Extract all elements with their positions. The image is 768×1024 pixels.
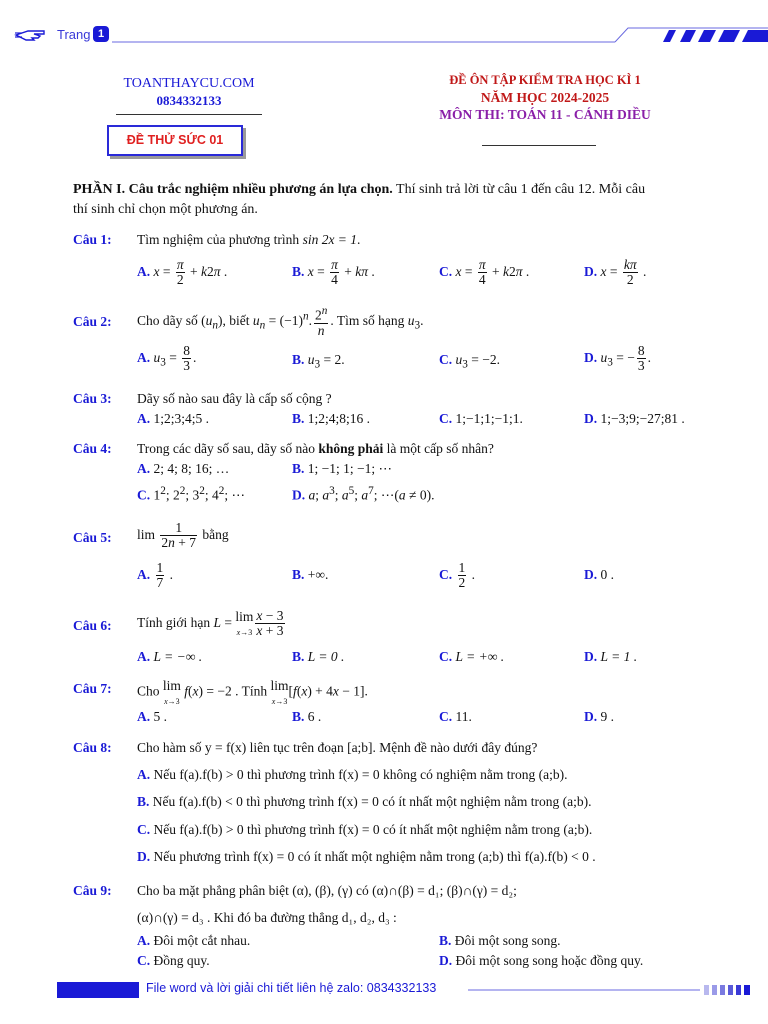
q9-option-c[interactable]: C. Đồng quy. [137, 953, 210, 968]
q9-label: Câu 9: [73, 883, 112, 898]
q5-option-d[interactable]: D. 0 . [584, 567, 614, 582]
q9-text-line2: (α)∩(γ) = d₃ . Khi đó ba đường thẳng d₁, d₂, d₃ : [137, 910, 397, 925]
q3-option-a[interactable]: A. 1;2;3;4;5 . [137, 411, 210, 426]
q6-label: Câu 6: [73, 618, 112, 633]
q1-text: Tìm nghiệm của phương trình sin 2x = 1. [137, 232, 361, 247]
q3-option-d[interactable]: D. 1;−3;9;−27;81 . [584, 411, 685, 426]
q5-option-c[interactable]: C. $\frac{1}{2}$ . [439, 560, 475, 591]
q7-option-a[interactable]: A. 5 . [137, 709, 167, 724]
q8-option-a[interactable]: A. Nếu f(a).f(b) > 0 thì phương trình f(x) = 0 không có nghiệm nằm trong (a;b). [137, 767, 568, 782]
q7-option-b[interactable]: B. 6 . [292, 709, 322, 724]
q9-option-a[interactable]: A. Đôi một cắt nhau. [137, 933, 251, 948]
q1-option-c[interactable]: C. x = $\frac{\pi}{4}$ + k2π . [439, 257, 530, 288]
q1-label: Câu 1: [73, 232, 112, 247]
q7-option-c[interactable]: C. 11. [439, 709, 472, 724]
subject-line: MÔN THI: TOÁN 11 - CÁNH DIỀU [439, 107, 651, 122]
q5-option-a[interactable]: A. $\frac{1}{7}$ . [137, 560, 173, 591]
q4-option-c[interactable]: C. $1^2$; $2^2$; $3^2$; $4^2$; ⋯ [137, 485, 246, 503]
q4-option-a[interactable]: A. 2; 4; 8; 16; … [137, 461, 230, 476]
right-divider [482, 145, 596, 146]
q2-option-b[interactable]: B. $u_3 = 2$. [292, 352, 345, 371]
left-divider [116, 114, 262, 115]
part1-line2: thí sinh chỉ chọn một phương án. [73, 202, 258, 217]
q8-option-d[interactable]: D. Nếu phương trình f(x) = 0 có ít nhất một nghiệm nằm trong (a;b) thì f(a).f(b) < 0 . [137, 849, 596, 864]
footer-contact: File word và lời giải chi tiết liên hệ zalo: 0834332133 [146, 981, 437, 995]
q7-option-d[interactable]: D. 9 . [584, 709, 614, 724]
site-name: TOANTHAYCU.COM [123, 76, 255, 91]
q9-option-d[interactable]: D. Đôi một song song hoặc đồng quy. [439, 953, 644, 968]
exam-title: ĐỀ ÔN TẬP KIỂM TRA HỌC KÌ 1 [449, 73, 641, 87]
q6-option-b[interactable]: B. L = 0 . [292, 649, 345, 664]
q3-label: Câu 3: [73, 391, 112, 406]
q3-option-c[interactable]: C. 1;−1;1;−1;1. [439, 411, 523, 426]
header-rule [0, 24, 768, 50]
q9-text: Cho ba mặt phẳng phân biệt (α), (β), (γ) có (α)∩(β) = d₁; (β)∩(γ) = d₂; [137, 883, 517, 898]
q1-option-b[interactable]: B. x = $\frac{\pi}{4}$ + kπ . [292, 257, 375, 288]
q1-option-a[interactable]: A. x = $\frac{\pi}{2}$ + k2π . [137, 257, 228, 288]
q5-option-b[interactable]: B. +∞. [292, 567, 329, 582]
q2-option-d[interactable]: D. $u_3$ = − $\frac{8}{3}$ . [584, 343, 651, 374]
q2-label: Câu 2: [73, 314, 112, 329]
q2-option-a[interactable]: A. $u_3$ = $\frac{8}{3}$ . [137, 343, 197, 374]
test-title: ĐỀ THỬ SỨC 01 [126, 133, 224, 147]
page-label: Trang [57, 27, 91, 42]
q8-option-b[interactable]: B. Nếu f(a).f(b) < 0 thì phương trình f(x) = 0 có ít nhất một nghiệm nằm trong (a;b). [137, 794, 592, 809]
q8-label: Câu 8: [73, 740, 112, 755]
phone-number: 0834332133 [156, 93, 222, 108]
q9-option-b[interactable]: B. Đôi một song song. [439, 933, 561, 948]
q5-label: Câu 5: [73, 530, 112, 545]
footer-bar [57, 982, 139, 998]
q4-option-d[interactable]: D. a; $a^3$; $a^5$; $a^7$; ⋯(a ≠ 0). [292, 485, 435, 503]
q7-text: Cho lim x→3 f(x) = −2 . Tính lim x→3[f(x) + 4x − 1]. [137, 678, 368, 706]
q4-label: Câu 4: [73, 441, 112, 456]
q7-label: Câu 7: [73, 681, 112, 696]
q6-text: Tính giới hạn L = lim x→3 $\frac{x - 3}{x + 3}$ [137, 608, 284, 639]
q1-option-d[interactable]: D. x = $\frac{k\pi}{2}$ . [584, 257, 647, 288]
q8-text: Cho hàm số y = f(x) liên tục trên đoạn [a;b]. Mệnh đề nào dưới đây đúng? [137, 740, 538, 755]
q6-option-c[interactable]: C. L = +∞ . [439, 649, 505, 664]
q3-option-b[interactable]: B. 1;2;4;8;16 . [292, 411, 371, 426]
footer-rule [460, 982, 760, 998]
q5-text: lim $\frac{1}{2n + 7}$ bằng [137, 520, 229, 551]
page-number: 1 [97, 28, 105, 40]
part1-rest: Thí sinh trả lời từ câu 1 đến câu 12. Mỗi câu [392, 182, 646, 197]
school-year: NĂM HỌC 2024-2025 [480, 90, 610, 105]
part1-instructions [73, 182, 645, 198]
q8-option-c[interactable]: C. Nếu f(a).f(b) > 0 thì phương trình f(x) = 0 có ít nhất một nghiệm nằm trong (a;b). [137, 822, 593, 837]
part1-title: PHẦN I. Câu trắc nghiệm nhiều phương án lựa chọn. [73, 182, 393, 197]
q4-text: Trong các dãy số sau, dãy số nào không phải là một cấp số nhân? [137, 441, 494, 456]
q4-option-b[interactable]: B. 1; −1; 1; −1; ⋯ [292, 461, 392, 476]
q3-text: Dãy số nào sau đây là cấp số cộng ? [137, 391, 332, 406]
q2-text: Cho dãy số $(u_n)$, biết $u_n = (-1)^n$. $\frac{2^n}{n}$ . Tìm số hạng $u_3$. [137, 305, 424, 338]
q6-option-a[interactable]: A. L = −∞ . [137, 649, 203, 664]
q6-option-d[interactable]: D. L = 1 . [584, 649, 638, 664]
q2-option-c[interactable]: C. $u_3 = -2$. [439, 352, 500, 371]
